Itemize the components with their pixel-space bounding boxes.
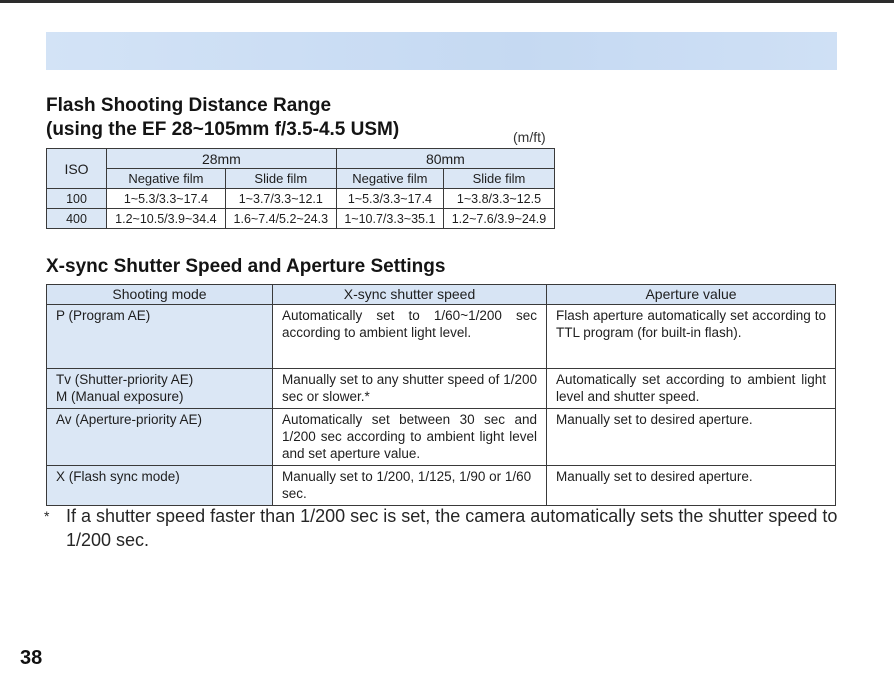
iso-value: 100 (47, 189, 107, 209)
distance-cell: 1.6~7.4/5.2~24.3 (225, 209, 336, 229)
table-row (47, 209, 555, 229)
table-row (47, 466, 836, 506)
header-shooting-mode: Shooting mode (47, 285, 273, 305)
shooting-mode-cell (47, 369, 273, 409)
film-header: Slide film (225, 169, 336, 189)
xsync-table (46, 284, 836, 506)
flash-distance-table (46, 148, 555, 229)
lens-header-28mm: 28mm (107, 149, 337, 169)
aperture-value-cell: Manually set to desired aperture. (547, 466, 836, 506)
footnote-text: If a shutter speed faster than 1/200 sec is set, the camera automatically sets the shutter speed to 1/200 sec. (66, 506, 838, 550)
header-banner (46, 32, 837, 70)
table-row (47, 189, 555, 209)
xsync-speed-cell: Manually set to 1/200, 1/125, 1/90 or 1/60 sec. (273, 466, 547, 506)
section2-title: X-sync Shutter Speed and Aperture Settings (46, 256, 446, 277)
distance-cell: 1~5.3/3.3~17.4 (107, 189, 226, 209)
distance-cell: 1.2~10.5/3.9~34.4 (107, 209, 226, 229)
film-header: Slide film (443, 169, 554, 189)
iso-header: ISO (47, 149, 107, 189)
shooting-mode-cell: X (Flash sync mode) (47, 466, 273, 506)
xsync-speed-cell: Automatically set between 30 sec and 1/200 sec according to ambient light level and set aperture value. (273, 409, 547, 466)
footnote (44, 504, 844, 552)
distance-cell: 1.2~7.6/3.9~24.9 (443, 209, 554, 229)
table-row (47, 305, 836, 369)
lens-header-80mm: 80mm (336, 149, 554, 169)
film-header: Negative film (336, 169, 443, 189)
distance-cell: 1~3.8/3.3~12.5 (443, 189, 554, 209)
distance-cell: 1~5.3/3.3~17.4 (336, 189, 443, 209)
mode-tv: Tv (Shutter-priority AE) (56, 372, 194, 387)
shooting-mode-cell: P (Program AE) (47, 305, 273, 369)
distance-cell: 1~10.7/3.3~35.1 (336, 209, 443, 229)
footnote-marker: * (44, 508, 50, 524)
distance-cell: 1~3.7/3.3~12.1 (225, 189, 336, 209)
shooting-mode-cell: Av (Aperture-priority AE) (47, 409, 273, 466)
section-title-line1: Flash Shooting Distance Range (46, 95, 332, 116)
film-header: Negative film (107, 169, 226, 189)
table-row (47, 369, 836, 409)
mode-m: M (Manual exposure) (56, 389, 184, 404)
page-number: 38 (20, 647, 43, 669)
aperture-value-cell: Manually set to desired aperture. (547, 409, 836, 466)
aperture-value-cell: Automatically set according to ambient light level and shutter speed. (547, 369, 836, 409)
section-title-line2: (using the EF 28~105mm f/3.5-4.5 USM) (46, 119, 400, 140)
iso-value: 400 (47, 209, 107, 229)
xsync-speed-cell: Automatically set to 1/60~1/200 sec according to ambient light level. (273, 305, 547, 369)
table-row (47, 409, 836, 466)
unit-label: (m/ft) (513, 129, 546, 145)
aperture-value-cell: Flash aperture automatically set according to TTL program (for built-in flash). (547, 305, 836, 369)
header-xsync-speed: X-sync shutter speed (273, 285, 547, 305)
xsync-speed-cell: Manually set to any shutter speed of 1/200 sec or slower.* (273, 369, 547, 409)
top-rule (0, 0, 894, 3)
header-aperture-value: Aperture value (547, 285, 836, 305)
